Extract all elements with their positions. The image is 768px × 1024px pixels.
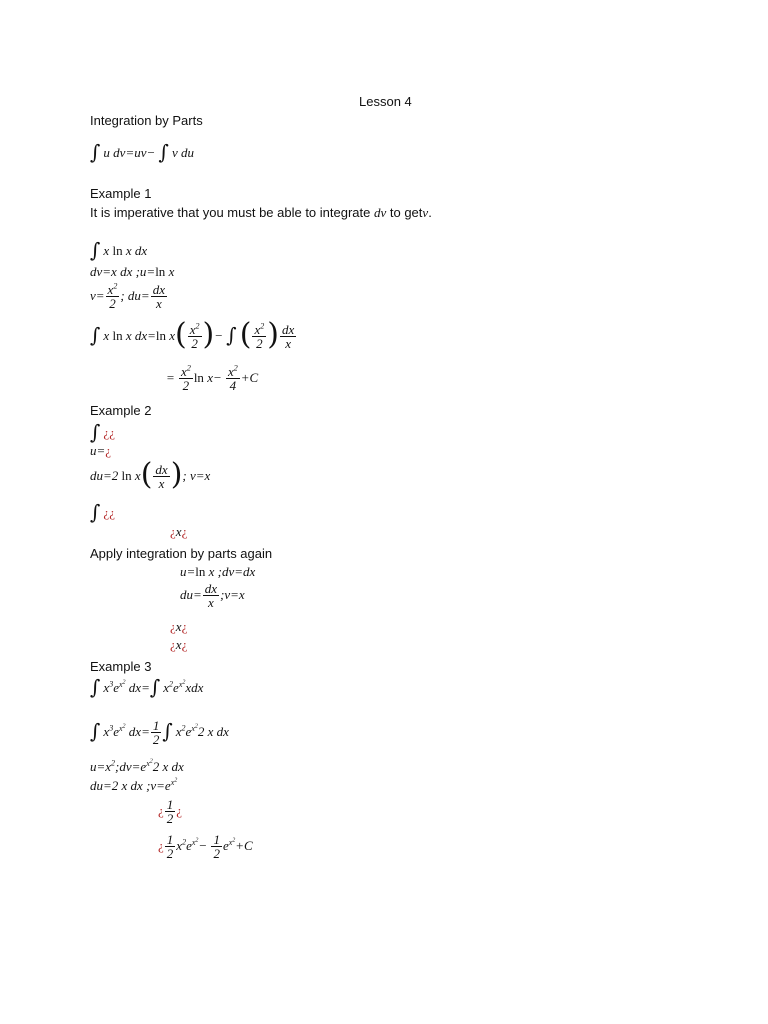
example2-integral-again: ∫ ¿¿	[90, 500, 115, 524]
example1-substitution: dv=x dx ;u=ln x	[90, 264, 175, 279]
example3-result: ¿ $\frac{1}{2}$ $x^2e^{x^2}-$ $\frac{1}{2}$ $e^{x^2}+C$	[158, 832, 253, 861]
example3-rewrite: ∫ $x^3e^{x^2}$ dx=∫ $x^2e^{x^2}xdx$	[90, 675, 204, 699]
example2-apply-again: Apply integration by parts again	[90, 546, 273, 561]
example1-integral: ∫ x ln x dx	[90, 238, 148, 262]
example2-heading: Example 2	[90, 403, 152, 418]
example3-u-dv: $u=x^2;dv=e^{x^2}2$ x dx	[90, 758, 184, 774]
example2-du-v: du=2 ln x( $\frac{dx}{x}$ ); v=x	[90, 457, 211, 492]
example2-du-v-second: du= $\frac{dx}{x}$ ;v=x	[180, 581, 245, 610]
example2-u-dv: u=ln x ;dv=dx	[180, 564, 256, 579]
lesson-title: Lesson 4	[359, 94, 412, 109]
example1-result: = $\frac{x^2}{2}$ ln x− $\frac{x^2}{4}$ +C	[166, 363, 259, 393]
example2-step: ¿x¿	[170, 524, 188, 539]
example2-integral: ∫ ¿¿	[90, 420, 115, 444]
example2-u: u=¿	[90, 443, 112, 458]
example3-half: ∫ $x^3e^{x^2}$ dx= $\frac{1}{2}$ ∫ $x^2e^{x^2}2$ x dx	[90, 718, 229, 747]
example3-du-v: du=2 x dx $;v=e^{x^2}$	[90, 777, 178, 793]
example1-v-du: v= $\frac{x^2}{2}$ ; du= $\frac{dx}{x}$	[90, 281, 165, 311]
example1-parts-applied: ∫ x ln x dx=ln x( $\frac{x^2}{2}$ )− ∫ ( $\frac{x^2}{2}$ ) $\frac{dx}{x}$	[90, 317, 295, 352]
example1-intro: It is imperative that you must be able to integrate dv to getv.	[90, 205, 432, 220]
topic-title: Integration by Parts	[90, 113, 203, 128]
example3-step: ¿ $\frac{1}{2}$ ¿	[158, 797, 183, 826]
example2-step-3: ¿x¿	[170, 637, 188, 652]
parts-formula: ∫ u dv=uv− ∫ v du	[90, 140, 194, 164]
example1-heading: Example 1	[90, 186, 152, 201]
example2-step-2: ¿x¿	[170, 619, 188, 634]
example3-heading: Example 3	[90, 659, 152, 674]
